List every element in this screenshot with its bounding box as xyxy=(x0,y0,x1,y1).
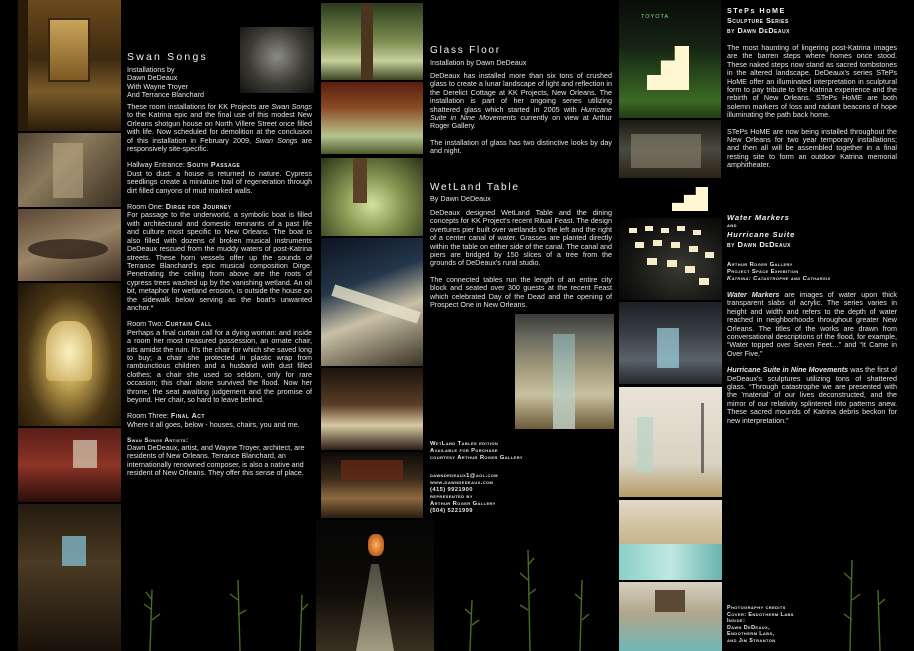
hallway-heading: Hallway Entrance: South Passage xyxy=(127,160,241,170)
swan-intro: These room installations for KK Projects are Swan Songs to the Katrina epic and the final use of this modest New Orleans shotgun house on North Villere Street once filled with life. Now scheduled for demolition at the conclusion of this installation in February 2009, Swan Songs are responsively site-specific. xyxy=(127,102,313,154)
photo-water-marker-gallery xyxy=(619,387,722,497)
swan-songs-title: Swan Songs xyxy=(127,51,208,63)
photo-wetland-table-canal xyxy=(515,314,614,429)
room-two-heading: Room Two: Curtain Call xyxy=(127,319,212,329)
photography-credits: Photography credits Cover: Endotherm Labs Inside: Dawn DeDeaux, Endotherm Labs, and Jim Stranton xyxy=(727,605,794,644)
photo-roots-sculpture xyxy=(240,27,314,93)
glass-floor-text-2: The installation of glass has two distinctive looks by day and night. xyxy=(430,137,612,156)
contact-website[interactable]: www.dawndedeaux.com xyxy=(430,480,494,486)
swan-songs-artists: Swan Songs Artists: Dawn DeDeaux, artist, and Wayne Troyer, architect, are residents of New Orleans. Terrance Blanchard, an internationally renowned composer, is also a native and resident of New Orleans. They offer this sense of place. xyxy=(127,437,305,478)
room-one-text: For passage to the underworld, a symbolic boat is filled with architectural and domestic remnants of a past life and culture most specific to New Orleans. The boat is also filled with dozens of broken musical instruments DeDeaux rescued from the muddy waters of post-Katrina streets. These horn vessels offer up the sounds of Terrance Blanchard's epic musical composition Dirge. Penetrating the ceiling from above are the roots of cypress trees washed up by the vanishing wetland. An oil bit, metaphor for wetland erosion, is outside the house on the sidewalk below serving as the boat's unwanted anchor.* xyxy=(127,210,312,312)
photo-steps-amphitheater xyxy=(619,218,722,300)
steps-home-body xyxy=(727,44,897,178)
photo-steps-stack xyxy=(668,183,712,213)
photo-glass-floor-wide xyxy=(321,158,423,236)
photo-red-room xyxy=(18,428,121,502)
glass-floor-text: DeDeaux has installed more than six tons of crushed glass to create a lunar landscape of light and reflection in the Derelict Cottage at KK Projects, New Orleans. The installation is part of her ongoing series utilizing shattered glass which started in 2005 with Hurricane Suite in Nine Movements currently on view at Arthur Roger Gallery. xyxy=(430,71,612,131)
room-three-text: Where it all goes, below - houses, chairs, you and me. xyxy=(127,419,300,429)
water-text-1: Water Markers are images of water upon thick transparent slabs of acrylic. The series varies in height and width and refers to the depth of water reached in neighborhoods throughout greater New Orleans. The titles of the works are drawn from conversational descriptions of the flood, for example, “Water topped over Seven Feet…” and “It Came in Over Five.” xyxy=(727,290,897,358)
room-two-text: Perhaps a final curtain call for a dying woman: and inside a room her most treasured possession, an ornate chair, sits amidst the ruin. It's the chair for which she saved long to buy; a chair she protected in plastic wrap from rambunctious children and a husband with dust filled clothes; a chair she used so seldom, only for rare occasion; this chair alone survived the flood. Now her throne, the seat awaiting judgement and the promise of beyond. Her chair, so hard to leave behind. xyxy=(127,327,312,404)
room-three-heading: Room Three: Final Act xyxy=(127,411,205,421)
wetland-text-1: DeDeaux designed WetLand Table and the dining concepts for KK Project's recent Ritual Feast. The design overtures pier built over wetlands to the left and the right of a center canal of water. Grasses are planted directly within the table on either side of the canal. The canal and piers are bridged by 150 slices of a tree from the grounds of DeDeaux's rural studio. xyxy=(430,208,612,268)
photo-glass-floor-night xyxy=(321,3,423,80)
wetland-table-title: WetLand Table xyxy=(430,182,520,193)
photo-boat-room xyxy=(18,209,121,281)
steps-text-2: STePs HoME are now being installed throughout the New Orleans for two year temporary installations; and then all will be assembled together in a final resting site to form an outdoor Katrina memorial amphitheater. xyxy=(727,126,897,170)
photo-steps-home-lit xyxy=(619,0,721,118)
toyota-sign: TOYOTA xyxy=(641,14,670,20)
photo-feast-guests xyxy=(321,368,423,450)
room-one-heading: Room One: Dirge for Journey xyxy=(127,202,232,212)
photo-hallway-roots xyxy=(18,133,121,207)
water-markers-title: Water Markers and Hurricane Suite by Dawn DeDeaux xyxy=(727,213,796,249)
steps-text-1: The most haunting of lingering post-Katrina images are the barren steps where homes once stood. These naked steps now stand as sacred tombstones in the altered landscape. DeDeaux's series STePs HoME offer an illuminated interpretation in sculptural form to pay tribute to the Katrina experience and the rebirth of New Orleans. STePs HoME are both solemn markers of loss and radiant beacons of hope illuminating the path back home. xyxy=(727,43,897,120)
glass-floor-body xyxy=(430,72,612,164)
contact-info: dawndedeaux1@aol.com www.dawndedeaux.com (415) 9921900 represented by Arthur Roger Gallery (504) 5221999 xyxy=(430,473,610,515)
swan-songs-credit: Installations by Dawn DeDeaux With Wayne Troyer And Terrance Blanchard xyxy=(127,65,204,100)
water-gallery: Arthur Roger Gallery Project Space Exhibition Katrina: Catastrophe and Catharsis xyxy=(727,262,831,282)
photo-water-marker-night xyxy=(619,302,722,384)
wetland-table-credit: By Dawn DeDeaux xyxy=(430,194,491,203)
wetland-edition: WetLand Tables edition Available for Purchase courtesy Arthur Roger Gallery xyxy=(430,441,523,461)
glass-floor-title: Glass Floor xyxy=(430,45,501,56)
photo-feast-tent xyxy=(321,452,423,518)
seedlings-decoration xyxy=(0,520,914,651)
photo-steps-home-house xyxy=(619,120,721,178)
photo-wetland-table-street xyxy=(321,238,423,366)
photo-shotgun-house-window xyxy=(18,0,121,131)
wetland-text-2: The connected tables run the length of an entire city block and seated over 300 guests at the recent Feast which celebrated Day of the Dead and the opening of Prospect One in New Orleans. xyxy=(430,274,612,310)
steps-home-title: STePs HoME Sculpture Series by Dawn DeDeaux xyxy=(727,6,790,35)
photo-ornate-chair xyxy=(18,283,121,426)
contact-email[interactable]: dawndedeaux1@aol.com xyxy=(430,473,499,479)
swan-songs-body xyxy=(127,103,312,437)
amphitheater-steps xyxy=(619,218,722,300)
wetland-table-body xyxy=(430,209,612,317)
water-markers-body xyxy=(727,291,897,433)
glass-floor-credit: Installation by Dawn DeDeaux xyxy=(430,58,527,67)
water-text-2: Hurricane Suite in Nine Movements was the first of DeDeaux's sculptures utilizing tons of shattered glass. “Through catastrophe we are presented with the 'material' of our lives deconstructed, and the mirror of our relativity splintered into patterns anew. These sacred mounds of Katrina debris beckon for new interpretation.” xyxy=(727,365,897,425)
photo-glass-floor-day xyxy=(321,82,423,154)
hallway-text: Dust to dust: a house is returned to nature. Cypress seedlings create a miniature trail of regeneration through dirt filled canyons of mud marked walls. xyxy=(127,168,312,195)
